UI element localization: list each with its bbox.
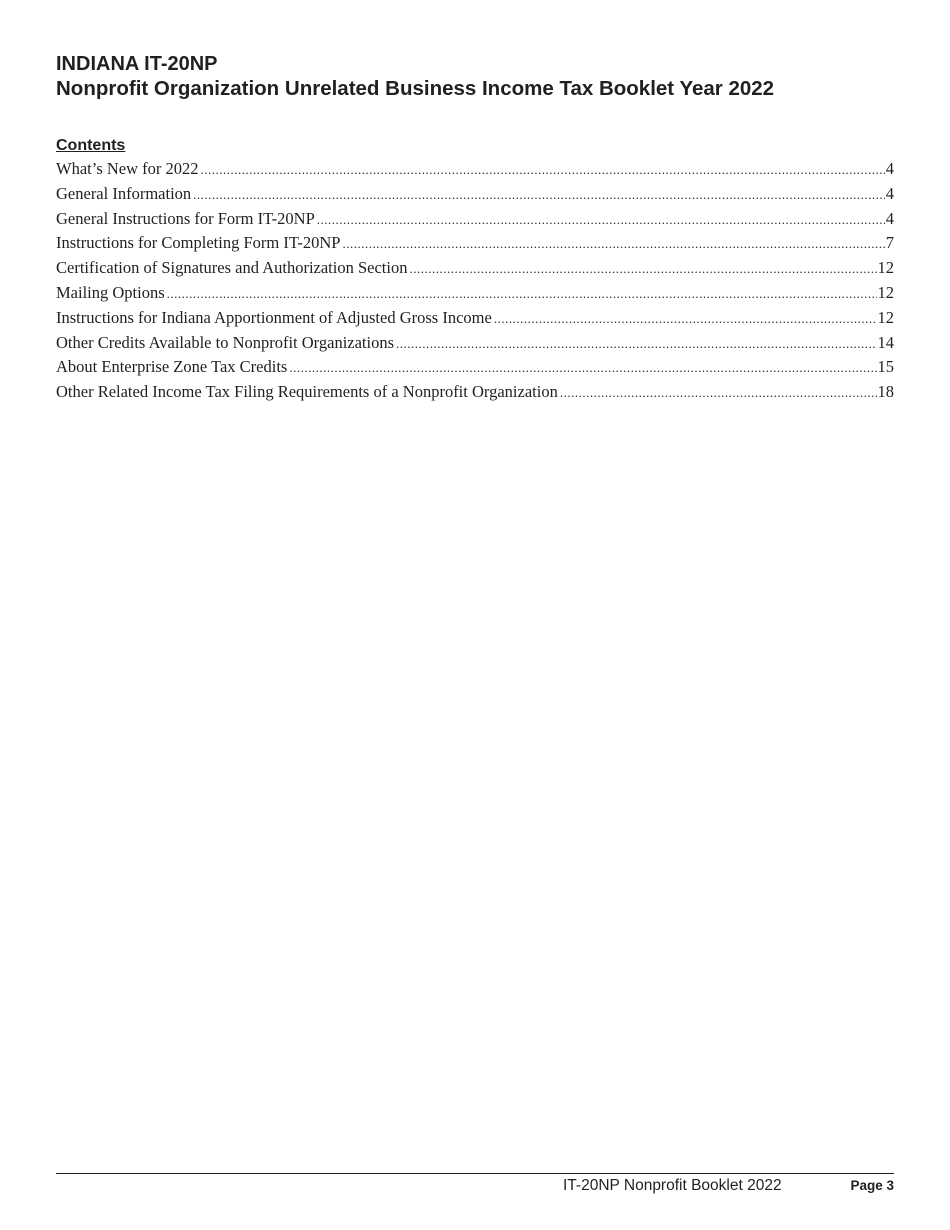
- footer-divider: [56, 1173, 894, 1174]
- toc-entry-page: 12: [877, 307, 894, 327]
- toc-entry-page: 4: [885, 208, 894, 228]
- toc-entry-page: 7: [885, 233, 894, 253]
- toc-entry-label: General Instructions for Form IT-20NP: [56, 208, 315, 228]
- dot-leader: [167, 282, 877, 306]
- toc-entry-general-instructions[interactable]: [56, 207, 894, 232]
- dot-leader: [409, 257, 876, 281]
- document-subtitle: Nonprofit Organization Unrelated Business Income Tax Booklet Year 2022: [56, 77, 775, 100]
- toc-entry-label: Instructions for Completing Form IT-20NP: [56, 233, 341, 253]
- toc-entry-page: 15: [877, 357, 894, 377]
- toc-entry-page: 12: [877, 282, 894, 302]
- toc-entry-label: Other Credits Available to Nonprofit Organizations: [56, 332, 395, 352]
- toc-entry-label: About Enterprise Zone Tax Credits: [56, 357, 288, 377]
- toc-entry-completing-instructions[interactable]: [56, 231, 894, 256]
- toc-entry-page: 14: [877, 332, 894, 352]
- toc-entry-apportionment[interactable]: [56, 306, 894, 331]
- toc-entry-other-filing-requirements[interactable]: [56, 380, 894, 405]
- toc-entry-other-credits[interactable]: [56, 331, 894, 356]
- toc-entry-label: Instructions for Indiana Apportionment of Adjusted Gross Income: [56, 307, 492, 327]
- table-of-contents: [56, 136, 894, 405]
- toc-entry-page: 4: [885, 183, 894, 203]
- dot-leader: [396, 332, 876, 356]
- dot-leader: [201, 158, 885, 182]
- dot-leader: [317, 208, 885, 232]
- contents-heading: Contents: [56, 137, 126, 154]
- dot-leader: [342, 232, 884, 256]
- dot-leader: [193, 183, 885, 207]
- dot-leader: [494, 307, 877, 331]
- footer-booklet-name: IT-20NP Nonprofit Booklet 2022: [563, 1177, 782, 1194]
- toc-list: [56, 157, 894, 405]
- toc-entry-label: Certification of Signatures and Authorization Section: [56, 258, 408, 278]
- toc-entry-mailing-options[interactable]: [56, 281, 894, 306]
- toc-entry-page: 18: [877, 382, 894, 402]
- toc-entry-label: Mailing Options: [56, 282, 165, 302]
- dot-leader: [560, 381, 877, 405]
- toc-entry-label: Other Related Income Tax Filing Requirements of a Nonprofit Organization: [56, 382, 558, 402]
- toc-entry-page: 4: [885, 159, 894, 178]
- footer-page-number: Page 3: [850, 1178, 894, 1193]
- toc-entry-certification[interactable]: [56, 256, 894, 281]
- toc-entry-enterprise-zone[interactable]: [56, 355, 894, 380]
- document-header: [56, 52, 896, 102]
- toc-entry-label: General Information: [56, 183, 192, 203]
- dot-leader: [289, 356, 876, 380]
- document-title: INDIANA IT-20NP: [56, 53, 218, 75]
- toc-entry-whats-new[interactable]: [56, 157, 894, 182]
- toc-entry-label: What’s New for 2022: [56, 159, 199, 178]
- toc-entry-general-information[interactable]: [56, 182, 894, 207]
- toc-entry-page: 12: [877, 258, 894, 278]
